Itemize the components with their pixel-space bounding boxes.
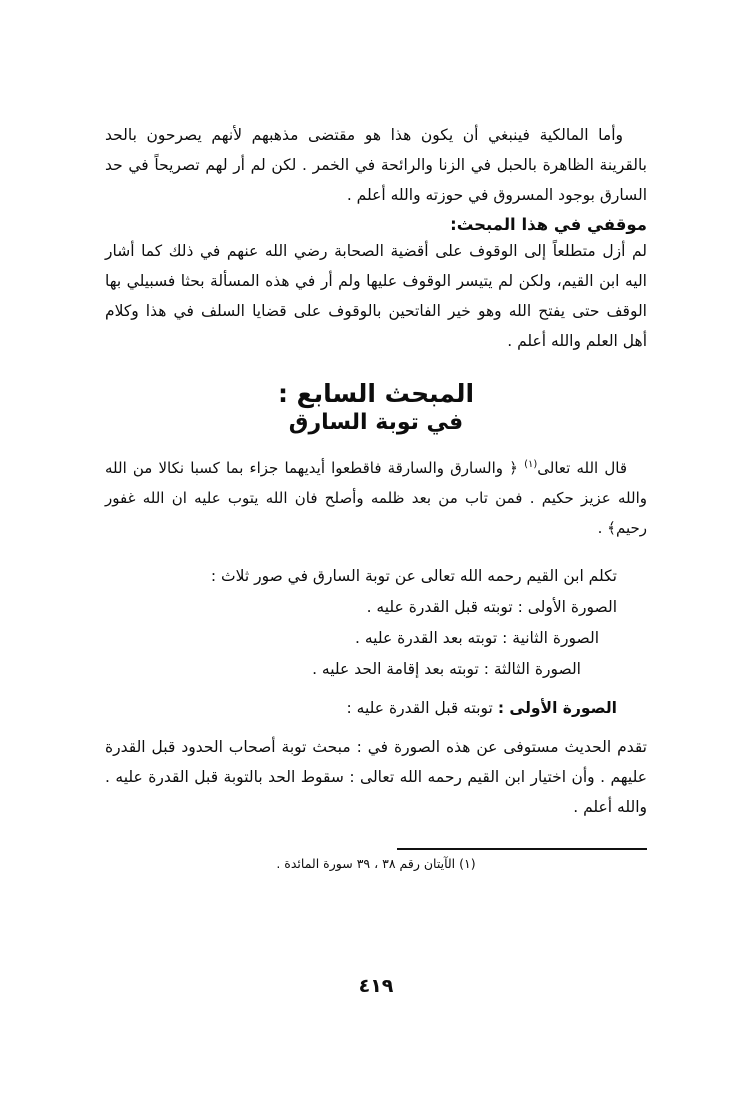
chapter-subtitle: في توبة السارق [288,409,464,435]
paragraph-ibn-qayyim-intro: تكلم ابن القيم رحمه الله تعالى عن توبة السارق في صور ثلاث : [210,566,617,585]
case-first: الصورة الأولى : توبته قبل القدرة عليه . [366,597,617,616]
footnote-text: (١) الآيتان رقم ٣٨ ، ٣٩ سورة المائدة . [276,855,476,871]
case-first-heading-label: الصورة الأولى : [497,698,617,717]
paragraph-maliki-opinion: وأما المالكية فينبغي أن يكون هذا هو مقتضى مذهبهم لأنهم يصرحون بالحد بالقرينة الظاهرة بالحبل في الزنا والرائحة في الخمر . لكن لم أر لهم تصريحاً في حد السارق بوجود المسروق في حوزته والله أعلم . [105,126,647,205]
case-second: الصورة الثانية : توبته بعد القدرة عليه . [355,628,599,647]
heading-my-position: موقفي في هذا المبحث: [450,214,647,234]
case-first-heading-rest: توبته قبل القدرة عليه : [346,698,498,717]
quran-verse-text: ﴿ والسارق والسارقة فاقطعوا أيديهما جزاء بما كسبا نكالا من الله والله عزيز حكيم . فمن تاب من بعد ظلمه وأصلح فان الله يتوب عليه ان الله غفور رحيم﴾ . [105,458,647,537]
footnote-divider [397,848,647,850]
quran-intro-text: قال الله تعالى [537,458,627,477]
spacer [105,685,647,693]
case-third: الصورة الثالثة : توبته بعد إقامة الحد عليه . [312,659,581,678]
footnote-reference-marker: (١) [524,458,538,470]
page-number: ٤١٩ [358,975,394,997]
spacer [105,553,647,561]
quran-citation-block [105,453,647,543]
spacer [105,724,647,732]
chapter-title: المبحث السابع : [277,378,475,408]
paragraph-my-position-body: لم أزل متطلعاً إلى الوقوف على أقضية الصحابة رضي الله عنهم في ذلك كما أشار اليه ابن القيم، ولكن لم يتيسر الوقوف عليها ولم أر في هذه المسألة بحثا فسبيلي بها الوقف حتى يفتح الله وهو خير الفاتحين بالوقوف على قضايا السلف في هذا وكلام أهل العلم والله أعلم . [105,241,647,351]
case-first-heading [105,693,647,724]
paragraph-case-first-body: تقدم الحديث مستوفى عن هذه الصورة في : مبحث توبة أصحاب الحدود قبل القدرة عليهم . وأن اختيار ابن القيم رحمه الله تعالى : سقوط الحد بالتوبة قبل القدرة عليه . والله أعلم . [105,737,647,816]
